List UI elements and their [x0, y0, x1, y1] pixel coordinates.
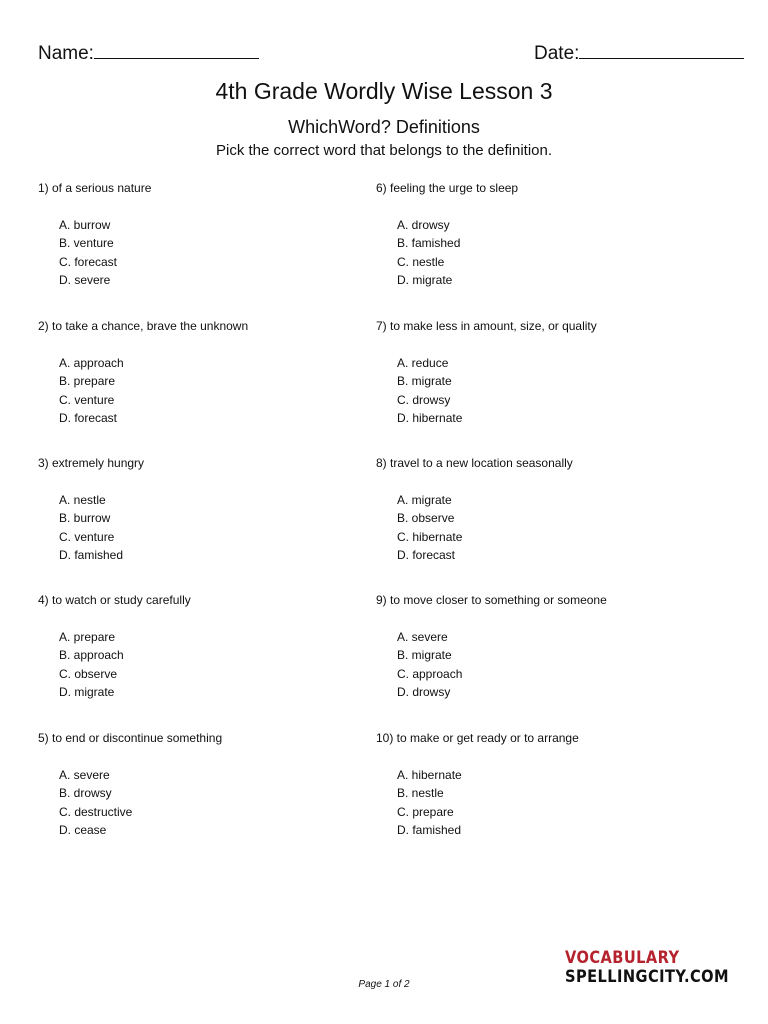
- option-a[interactable]: A. prepare: [59, 630, 116, 644]
- option-list: [376, 766, 706, 839]
- option-b[interactable]: B. drowsy: [59, 786, 112, 801]
- question-prompt: 7) to make less in amount, size, or quality: [376, 319, 597, 333]
- option-a[interactable]: A. burrow: [59, 218, 111, 232]
- question-8: [376, 455, 706, 564]
- option-d[interactable]: D. forecast: [59, 410, 118, 425]
- logo-line-1: VOCABULARY: [565, 948, 680, 968]
- option-a[interactable]: A. severe: [397, 630, 448, 644]
- name-blank-line[interactable]: [94, 42, 259, 59]
- option-d[interactable]: D. migrate: [59, 684, 115, 699]
- option-list: [376, 354, 706, 427]
- option-list: [38, 216, 368, 289]
- option-a[interactable]: A. drowsy: [397, 218, 450, 232]
- option-b[interactable]: B. prepare: [59, 374, 116, 389]
- question-2: [38, 318, 368, 427]
- option-c[interactable]: C. observe: [59, 666, 118, 681]
- question-9: [376, 592, 706, 701]
- question-5: [38, 730, 368, 839]
- option-a[interactable]: A. nestle: [59, 493, 106, 507]
- question-prompt: 10) to make or get ready or to arrange: [376, 731, 579, 745]
- option-d[interactable]: D. famished: [397, 822, 462, 837]
- question-prompt: 9) to move closer to something or someone: [376, 593, 607, 607]
- question-prompt: 5) to end or discontinue something: [38, 731, 223, 745]
- option-c[interactable]: C. venture: [59, 392, 115, 407]
- question-1: [38, 180, 368, 289]
- option-d[interactable]: D. famished: [59, 547, 124, 562]
- date-blank-line[interactable]: [579, 42, 744, 59]
- option-d[interactable]: D. migrate: [397, 272, 453, 287]
- instructions: Pick the correct word that belongs to the definition.: [215, 142, 553, 159]
- page-title: 4th Grade Wordly Wise Lesson 3: [215, 78, 553, 104]
- option-a[interactable]: A. severe: [59, 768, 110, 782]
- option-d[interactable]: D. hibernate: [397, 410, 463, 425]
- question-prompt: 6) feeling the urge to sleep: [376, 181, 519, 195]
- option-b[interactable]: B. migrate: [397, 648, 452, 663]
- name-label: Name:: [38, 43, 94, 64]
- option-d[interactable]: D. cease: [59, 822, 107, 837]
- option-c[interactable]: C. prepare: [397, 804, 454, 819]
- option-list: [38, 354, 368, 427]
- option-c[interactable]: C. forecast: [59, 254, 118, 269]
- option-c[interactable]: C. drowsy: [397, 392, 451, 407]
- logo-line-2: SPELLINGCITY.COM: [565, 967, 729, 987]
- question-prompt: 8) travel to a new location seasonally: [376, 456, 573, 470]
- option-b[interactable]: B. venture: [59, 236, 114, 251]
- option-a[interactable]: A. migrate: [397, 493, 452, 507]
- option-b[interactable]: B. approach: [59, 648, 124, 663]
- name-field[interactable]: [38, 42, 259, 65]
- option-c[interactable]: C. hibernate: [397, 529, 463, 544]
- option-b[interactable]: B. observe: [397, 511, 455, 526]
- option-d[interactable]: D. forecast: [397, 547, 456, 562]
- option-c[interactable]: C. destructive: [59, 804, 133, 819]
- question-prompt: 3) extremely hungry: [38, 456, 145, 470]
- question-3: [38, 455, 368, 564]
- option-a[interactable]: A. hibernate: [397, 768, 462, 782]
- option-b[interactable]: B. migrate: [397, 374, 452, 389]
- option-a[interactable]: A. reduce: [397, 356, 449, 370]
- option-c[interactable]: C. nestle: [397, 254, 445, 269]
- question-6: [376, 180, 706, 289]
- option-d[interactable]: D. drowsy: [397, 684, 451, 699]
- date-label: Date:: [534, 43, 580, 64]
- option-d[interactable]: D. severe: [59, 272, 111, 287]
- option-list: [38, 491, 368, 564]
- option-b[interactable]: B. famished: [397, 236, 461, 251]
- question-prompt: 2) to take a chance, brave the unknown: [38, 319, 249, 333]
- option-a[interactable]: A. approach: [59, 356, 124, 370]
- option-b[interactable]: B. nestle: [397, 786, 444, 801]
- question-prompt: 1) of a serious nature: [38, 181, 152, 195]
- option-c[interactable]: C. venture: [59, 529, 115, 544]
- option-c[interactable]: C. approach: [397, 666, 463, 681]
- option-list: [38, 628, 368, 701]
- question-prompt: 4) to watch or study carefully: [38, 593, 191, 607]
- question-4: [38, 592, 368, 701]
- date-field[interactable]: [534, 42, 744, 65]
- page-number: Page 1 of 2: [358, 979, 410, 990]
- option-list: [376, 216, 706, 289]
- option-list: [376, 491, 706, 564]
- page-subtitle: WhichWord? Definitions: [288, 117, 480, 137]
- question-7: [376, 318, 706, 427]
- option-list: [376, 628, 706, 701]
- option-list: [38, 766, 368, 839]
- question-10: [376, 730, 706, 839]
- vocabulary-spellingcity-logo: [565, 948, 729, 987]
- option-b[interactable]: B. burrow: [59, 511, 111, 526]
